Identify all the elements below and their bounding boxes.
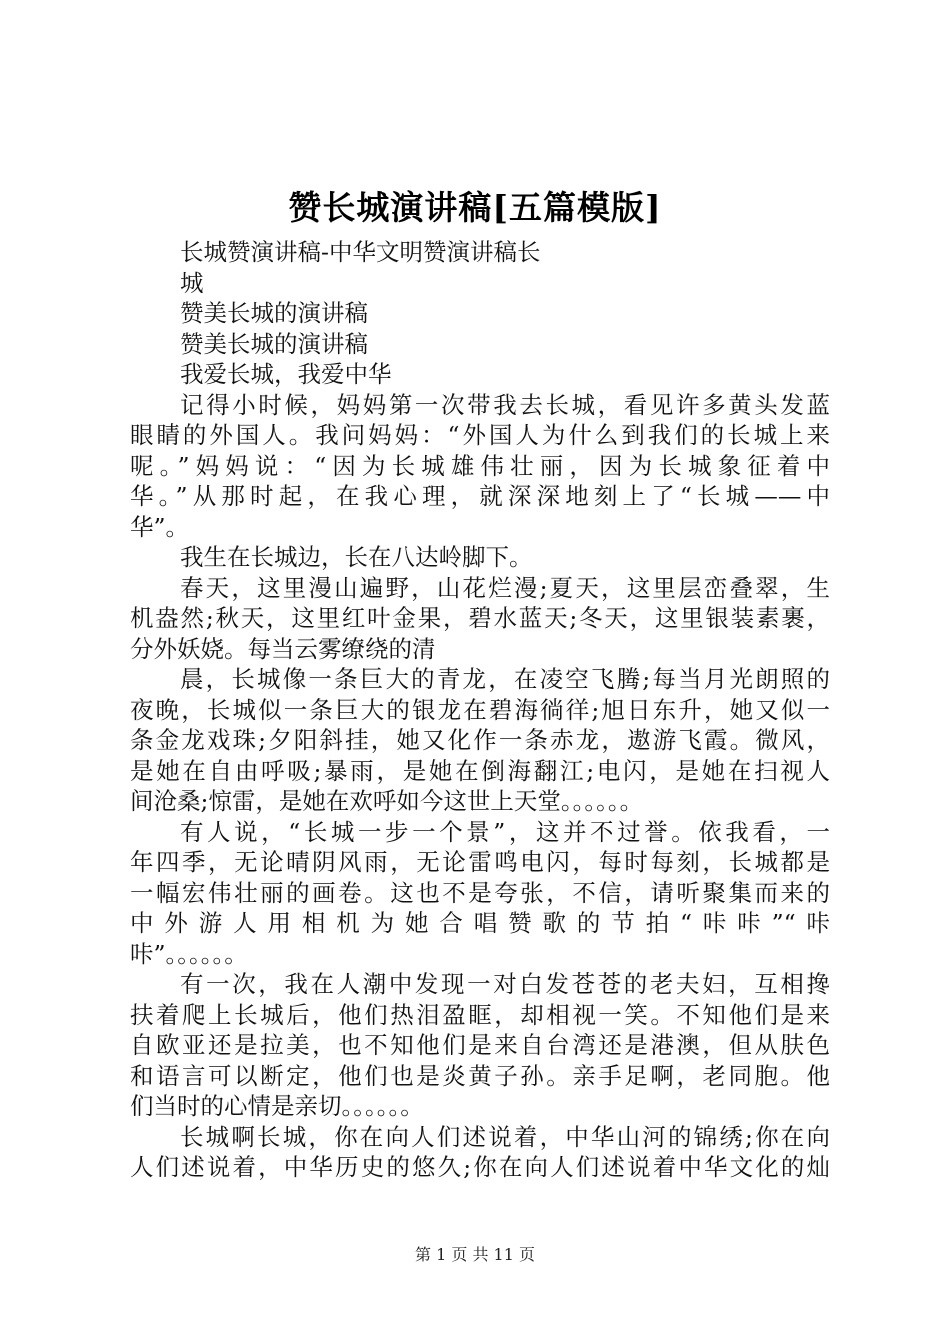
text-line: 我生在长城边，长在八达岭脚下。 xyxy=(180,543,533,571)
text-line: 春天，这里漫山遍野，山花烂漫;夏天，这里层峦叠翠，生 xyxy=(180,573,830,602)
text-line: 间沧桑;惊雷，是她在欢呼如今这世上天堂。。。。。。 xyxy=(130,787,644,815)
page-footer xyxy=(0,1244,950,1266)
text-line: 一幅宏伟壮丽的画卷。这也不是夸张，不信，请听聚集而来的 xyxy=(130,878,830,907)
text-line: 我爱长城，我爱中华 xyxy=(180,360,392,388)
text-line: 条金龙戏珠;夕阳斜挂，她又化作一条赤龙，遨游飞霞。微风， xyxy=(130,726,830,754)
text-line: 扶着爬上长城后，他们热泪盈眶，却相视一笑。不知他们是来 xyxy=(130,1000,830,1029)
text-line: 们当时的心情是亲切。。。。。。 xyxy=(130,1092,424,1120)
text-line: 自欧亚还是拉美，也不知他们是来自台湾还是港澳，但从肤色 xyxy=(130,1031,830,1059)
document-body xyxy=(130,237,830,1183)
text-line: 是她在自由呼吸;暴雨，是她在倒海翻江;电闪，是她在扫视人 xyxy=(130,756,830,785)
text-line: 晨，长城像一条巨大的青龙，在凌空飞腾;每当月光朗照的 xyxy=(180,665,830,693)
text-line: 分外妖娆。每当云雾缭绕的清 xyxy=(130,634,436,663)
text-line: 中外游人用相机为她合唱赞歌的节拍“咔咔”“咔 xyxy=(130,909,830,937)
text-line: 有人说，“长城一步一个景”，这并不过誉。依我看，一 xyxy=(180,817,830,846)
text-line: 咔”。。。。。。 xyxy=(130,939,248,968)
text-line: 长城啊长城，你在向人们述说着，中华山河的锦绣;你在向 xyxy=(180,1122,830,1151)
text-line: 夜晚，长城似一条巨大的银龙在碧海徜徉;旭日东升，她又似一 xyxy=(130,695,830,724)
text-line: 机盎然;秋天，这里红叶金果，碧水蓝天;冬天，这里银装素裹， xyxy=(130,604,830,632)
text-line: 赞美长城的演讲稿 xyxy=(180,299,368,327)
text-line: 长城赞演讲稿-中华文明赞演讲稿长 xyxy=(180,238,541,266)
text-line: 眼睛的外国人。我问妈妈：“外国人为什么到我们的长城上来 xyxy=(130,421,830,449)
text-line: 有一次，我在人潮中发现一对白发苍苍的老夫妇，互相搀 xyxy=(180,970,830,998)
text-line: 和语言可以断定，他们也是炎黄子孙。亲手足啊，老同胞。他 xyxy=(130,1061,830,1090)
text-line: 年四季，无论晴阴风雨，无论雷鸣电闪，每时每刻，长城都是 xyxy=(130,848,830,876)
text-line: 呢。”妈妈说：“因为长城雄伟壮丽，因为长城象征着中 xyxy=(130,451,830,480)
text-line: 华”。 xyxy=(130,512,190,541)
text-line: 记得小时候，妈妈第一次带我去长城，看见许多黄头发蓝 xyxy=(180,390,830,419)
text-line: 城 xyxy=(180,268,204,297)
text-line: 赞美长城的演讲稿 xyxy=(180,329,368,358)
text-line: 华。”从那时起，在我心理，就深深地刻上了“长城——中 xyxy=(130,482,830,510)
page-number: 第 1 页 共 11 页 xyxy=(415,1245,535,1264)
text-line: 人们述说着，中华历史的悠久;你在向人们述说着中华文化的灿 xyxy=(130,1153,830,1181)
document-title: 赞长城演讲稿[五篇模版] xyxy=(288,188,662,227)
